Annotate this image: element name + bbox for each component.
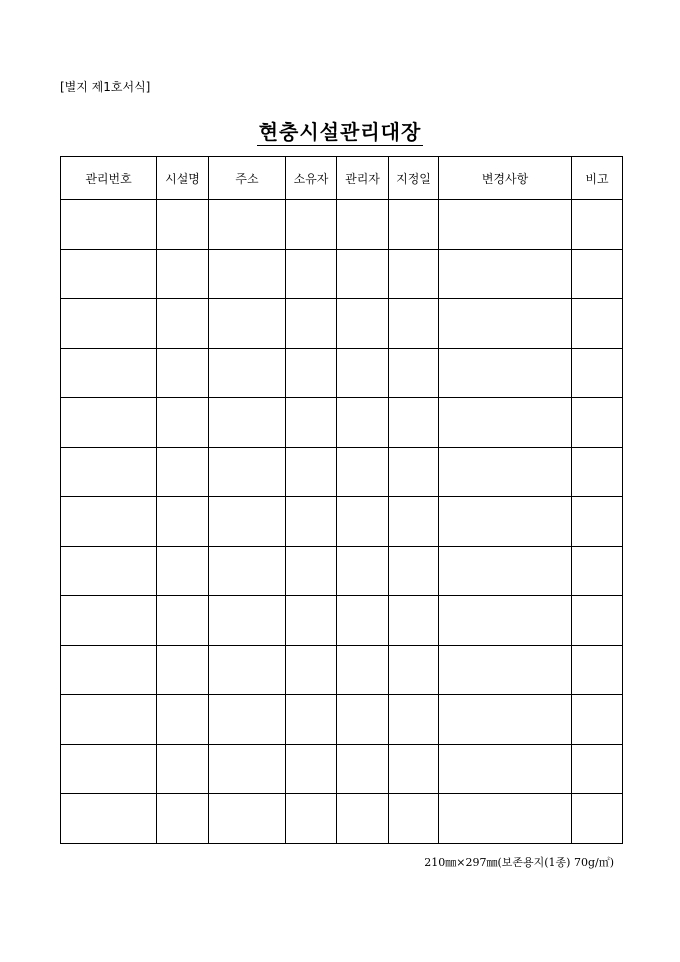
table-cell: [439, 299, 572, 349]
table-cell: [157, 744, 209, 794]
table-cell: [389, 200, 439, 250]
table-cell: [286, 348, 337, 398]
table-cell: [157, 200, 209, 250]
table-body: [61, 200, 623, 844]
table-cell: [337, 249, 389, 299]
table-cell: [337, 645, 389, 695]
table-row: [61, 546, 623, 596]
table-cell: [572, 398, 623, 448]
table-cell: [286, 546, 337, 596]
table-cell: [439, 794, 572, 844]
table-cell: [286, 447, 337, 497]
table-cell: [61, 596, 157, 646]
table-cell: [572, 447, 623, 497]
table-cell: [286, 596, 337, 646]
table-cell: [389, 497, 439, 547]
table-cell: [209, 398, 286, 448]
facility-register-table: [60, 156, 623, 844]
table-cell: [157, 546, 209, 596]
table-cell: [157, 695, 209, 745]
table-cell: [337, 695, 389, 745]
table-cell: [286, 744, 337, 794]
table-cell: [61, 744, 157, 794]
table-cell: [572, 348, 623, 398]
table-cell: [439, 348, 572, 398]
table-cell: [286, 200, 337, 250]
table-cell: [337, 348, 389, 398]
table-cell: [61, 794, 157, 844]
table-cell: [209, 348, 286, 398]
document-title: [0, 119, 680, 145]
table-cell: [572, 200, 623, 250]
table-cell: [389, 596, 439, 646]
table-cell: [337, 398, 389, 448]
document-title-text: 현충시설관리대장: [258, 120, 422, 144]
table-cell: [209, 645, 286, 695]
table-row: [61, 348, 623, 398]
table-cell: [439, 497, 572, 547]
table-row: [61, 299, 623, 349]
table-row: [61, 794, 623, 844]
table-cell: [286, 249, 337, 299]
table-cell: [209, 596, 286, 646]
table-cell: [157, 299, 209, 349]
table-cell: [157, 596, 209, 646]
table-cell: [337, 447, 389, 497]
table-cell: [439, 596, 572, 646]
table-cell: [157, 398, 209, 448]
header-owner: 소유자: [286, 157, 337, 200]
table-cell: [61, 546, 157, 596]
table-cell: [61, 447, 157, 497]
table-cell: [209, 546, 286, 596]
table-cell: [389, 546, 439, 596]
table-cell: [61, 249, 157, 299]
table-cell: [209, 695, 286, 745]
table-cell: [209, 497, 286, 547]
table-cell: [389, 249, 439, 299]
table-header-row: [61, 157, 623, 200]
table-cell: [389, 299, 439, 349]
table-cell: [209, 447, 286, 497]
table-row: [61, 744, 623, 794]
table-cell: [439, 744, 572, 794]
table-row: [61, 249, 623, 299]
header-management-number: 관리번호: [61, 157, 157, 200]
table-cell: [337, 794, 389, 844]
table-cell: [572, 546, 623, 596]
table-cell: [389, 348, 439, 398]
table-cell: [439, 695, 572, 745]
table-cell: [209, 794, 286, 844]
table-cell: [61, 695, 157, 745]
table-cell: [337, 546, 389, 596]
header-manager: 관리자: [337, 157, 389, 200]
table-cell: [439, 200, 572, 250]
table-cell: [337, 596, 389, 646]
table-cell: [389, 744, 439, 794]
table-cell: [286, 299, 337, 349]
table-cell: [61, 200, 157, 250]
table-cell: [337, 200, 389, 250]
table-cell: [61, 398, 157, 448]
table-cell: [572, 497, 623, 547]
table-cell: [61, 645, 157, 695]
table-row: [61, 695, 623, 745]
table-cell: [439, 398, 572, 448]
table-cell: [439, 546, 572, 596]
table-cell: [572, 299, 623, 349]
header-facility-name: 시설명: [157, 157, 209, 200]
table-cell: [572, 744, 623, 794]
table-cell: [61, 348, 157, 398]
table-cell: [157, 497, 209, 547]
table-cell: [209, 744, 286, 794]
table-cell: [157, 348, 209, 398]
table-cell: [572, 249, 623, 299]
table-cell: [61, 497, 157, 547]
table-cell: [286, 695, 337, 745]
table-cell: [286, 794, 337, 844]
table-cell: [209, 299, 286, 349]
table-cell: [61, 299, 157, 349]
header-address: 주소: [209, 157, 286, 200]
table-cell: [337, 299, 389, 349]
header-changes: 변경사항: [439, 157, 572, 200]
table-row: [61, 497, 623, 547]
form-number-label: [별지 제1호서식]: [60, 80, 151, 94]
table-cell: [389, 695, 439, 745]
table-cell: [286, 398, 337, 448]
table-cell: [389, 398, 439, 448]
table-cell: [572, 645, 623, 695]
table-cell: [209, 249, 286, 299]
table-cell: [209, 200, 286, 250]
table-cell: [572, 695, 623, 745]
table-cell: [157, 447, 209, 497]
table-cell: [157, 645, 209, 695]
table-cell: [286, 497, 337, 547]
header-designation-date: 지정일: [389, 157, 439, 200]
header-remarks: 비고: [572, 157, 623, 200]
table-cell: [572, 596, 623, 646]
table-cell: [572, 794, 623, 844]
table-cell: [439, 447, 572, 497]
table-row: [61, 447, 623, 497]
table-cell: [439, 249, 572, 299]
table-row: [61, 596, 623, 646]
table-cell: [157, 249, 209, 299]
table-cell: [389, 794, 439, 844]
table-cell: [286, 645, 337, 695]
table-cell: [337, 497, 389, 547]
table-cell: [337, 744, 389, 794]
table-row: [61, 200, 623, 250]
paper-spec-label: 210㎜×297㎜(보존용지(1종) 70g/㎡): [424, 856, 614, 869]
table-cell: [157, 794, 209, 844]
table-row: [61, 398, 623, 448]
table-cell: [389, 645, 439, 695]
table-cell: [389, 447, 439, 497]
table-cell: [439, 645, 572, 695]
table-row: [61, 645, 623, 695]
